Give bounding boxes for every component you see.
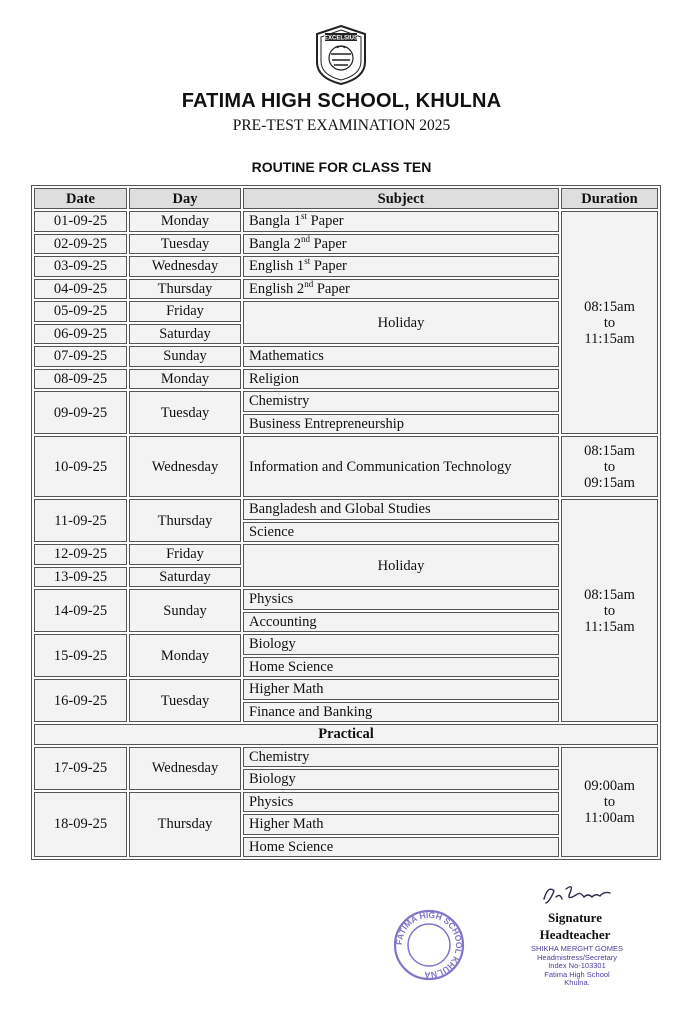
signature-block (500, 877, 650, 997)
date-cell: 01-09-25 (34, 211, 127, 232)
date-cell: 02-09-25 (34, 234, 127, 255)
school-name: FATIMA HIGH SCHOOL, KHULNA (181, 90, 502, 112)
subject-cell: Accounting (243, 612, 559, 633)
subject-cell: Higher Math (243, 679, 559, 700)
exam-title: PRE-TEST EXAMINATION 2025 (232, 117, 451, 134)
date-cell: 05-09-25 (34, 301, 127, 322)
subject-cell: Finance and Banking (243, 702, 559, 723)
date-cell: 06-09-25 (34, 324, 127, 345)
subject-cell: Home Science (243, 657, 559, 678)
duration-cell: 09:00am to 11:00am (561, 747, 658, 858)
subject-header: Subject (243, 188, 559, 209)
date-header: Date (34, 188, 127, 209)
date-cell: 07-09-25 (34, 346, 127, 367)
date-cell: 04-09-25 (34, 279, 127, 300)
subject-cell: Bangladesh and Global Studies (243, 499, 559, 520)
school-seal-stamp (392, 908, 466, 982)
day-cell: Wednesday (129, 256, 241, 277)
day-cell: Wednesday (129, 436, 241, 497)
table-row (34, 747, 658, 768)
subject-cell: Science (243, 522, 559, 543)
duration-header: Duration (561, 188, 658, 209)
subject-cell: Home Science (243, 837, 559, 858)
day-cell: Tuesday (129, 679, 241, 722)
date-cell: 10-09-25 (34, 436, 127, 497)
table-row (34, 436, 658, 497)
date-cell: 11-09-25 (34, 499, 127, 542)
routine-table (31, 185, 661, 860)
day-cell: Friday (129, 544, 241, 565)
day-cell: Thursday (129, 279, 241, 300)
svg-text:EXCELSIUS: EXCELSIUS (323, 35, 359, 42)
date-cell: 14-09-25 (34, 589, 127, 632)
day-header: Day (129, 188, 241, 209)
day-cell: Tuesday (129, 391, 241, 434)
day-cell: Friday (129, 301, 241, 322)
headteacher-stamp: SHIKHA MERGHT GOMES Headmistress/Secretary Index No-103301 Fatima High School Khulna. (531, 944, 623, 987)
subject-cell: Biology (243, 634, 559, 655)
subject-cell: English 1st Paper (243, 256, 559, 277)
routine-title: ROUTINE FOR CLASS TEN (251, 159, 432, 175)
subject-cell: Biology (243, 769, 559, 790)
subject-cell: Business Entrepreneurship (243, 414, 559, 435)
subject-cell: English 2nd Paper (243, 279, 559, 300)
duration-cell: 08:15am to 11:15am (561, 211, 658, 434)
svg-text:FATIMA HIGH SCHOOL KHULNA: FATIMA HIGH SCHOOL KHULNA (393, 909, 465, 981)
holiday-cell: Holiday (243, 544, 559, 587)
day-cell: Monday (129, 634, 241, 677)
table-header-row (34, 188, 658, 209)
date-cell: 17-09-25 (34, 747, 127, 790)
subject-cell: Bangla 2nd Paper (243, 234, 559, 255)
day-cell: Wednesday (129, 747, 241, 790)
school-logo (311, 24, 371, 86)
subject-cell: Bangla 1st Paper (243, 211, 559, 232)
day-cell: Saturday (129, 567, 241, 588)
duration-cell: 08:15am to 11:15am (561, 499, 658, 722)
date-cell: 13-09-25 (34, 567, 127, 588)
duration-cell: 08:15am to 09:15am (561, 436, 658, 497)
subject-cell: Physics (243, 589, 559, 610)
subject-cell: Chemistry (243, 391, 559, 412)
date-cell: 08-09-25 (34, 369, 127, 390)
headteacher-title: Headteacher (539, 927, 611, 942)
practical-heading: Practical (34, 724, 658, 745)
day-cell: Thursday (129, 499, 241, 542)
signature-label: Signature (548, 910, 602, 925)
handwritten-signature (540, 881, 615, 907)
date-cell: 16-09-25 (34, 679, 127, 722)
day-cell: Monday (129, 211, 241, 232)
date-cell: 09-09-25 (34, 391, 127, 434)
date-cell: 12-09-25 (34, 544, 127, 565)
day-cell: Saturday (129, 324, 241, 345)
day-cell: Thursday (129, 792, 241, 858)
date-cell: 15-09-25 (34, 634, 127, 677)
subject-cell: Mathematics (243, 346, 559, 367)
day-cell: Tuesday (129, 234, 241, 255)
table-row (34, 499, 658, 520)
subject-cell: Religion (243, 369, 559, 390)
holiday-cell: Holiday (243, 301, 559, 344)
day-cell: Sunday (129, 589, 241, 632)
table-row (34, 211, 658, 232)
day-cell: Sunday (129, 346, 241, 367)
subject-cell: Higher Math (243, 814, 559, 835)
subject-cell: Physics (243, 792, 559, 813)
day-cell: Monday (129, 369, 241, 390)
practical-row (34, 724, 658, 745)
date-cell: 03-09-25 (34, 256, 127, 277)
date-cell: 18-09-25 (34, 792, 127, 858)
subject-cell: Information and Communication Technology (243, 436, 559, 497)
subject-cell: Chemistry (243, 747, 559, 768)
